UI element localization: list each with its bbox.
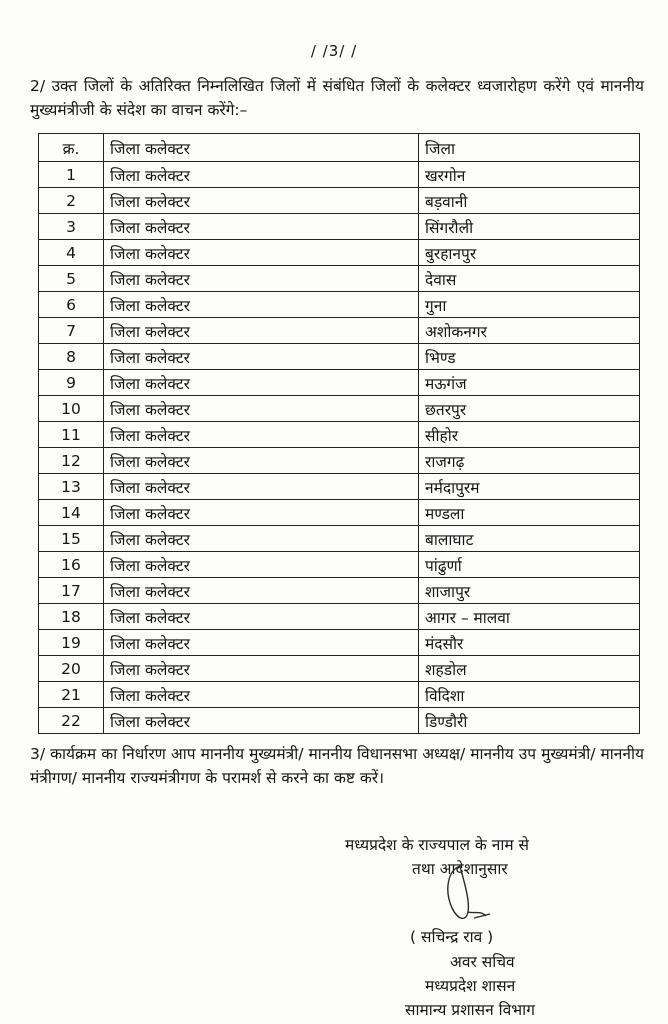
table-row xyxy=(39,240,640,266)
row-district: राजगढ़ xyxy=(419,448,640,474)
row-serial: 18 xyxy=(39,604,104,630)
table-row xyxy=(39,162,640,188)
row-collector: जिला कलेक्टर xyxy=(104,526,419,552)
signature-line-1: मध्यप्रदेश के राज्यपाल के नाम से xyxy=(345,836,530,854)
row-district: सिंगरौली xyxy=(419,214,640,240)
table-row xyxy=(39,266,640,292)
row-collector: जिला कलेक्टर xyxy=(104,656,419,682)
row-collector: जिला कलेक्टर xyxy=(104,266,419,292)
row-serial: 4 xyxy=(39,240,104,266)
row-collector: जिला कलेक्टर xyxy=(104,448,419,474)
header-serial: क्र. xyxy=(39,134,104,162)
table-row xyxy=(39,630,640,656)
table-row xyxy=(39,396,640,422)
row-collector: जिला कलेक्टर xyxy=(104,422,419,448)
row-district: बड़वानी xyxy=(419,188,640,214)
handwritten-signature xyxy=(430,860,500,930)
row-collector: जिला कलेक्टर xyxy=(104,500,419,526)
paragraph-2: 2/ उक्त जिलों के अतिरिक्त निम्नलिखित जिलों में संबंधित जिलों के कलेक्टर ध्वजारोहण करेंगे एवं माननीय मुख्यमंत्रीजी के संदेश का वाचन करेंगे:– xyxy=(30,77,644,119)
row-serial: 17 xyxy=(39,578,104,604)
row-collector: जिला कलेक्टर xyxy=(104,578,419,604)
row-collector: जिला कलेक्टर xyxy=(104,188,419,214)
table-row xyxy=(39,318,640,344)
row-serial: 22 xyxy=(39,708,104,734)
table-header-row xyxy=(39,134,640,162)
row-collector: जिला कलेक्टर xyxy=(104,552,419,578)
table-row xyxy=(39,526,640,552)
row-collector: जिला कलेक्टर xyxy=(104,370,419,396)
table-row xyxy=(39,578,640,604)
row-district: मण्डला xyxy=(419,500,640,526)
row-district: सीहोर xyxy=(419,422,640,448)
signature-line-2: तथा आदेशानुसार xyxy=(412,860,508,878)
row-serial: 16 xyxy=(39,552,104,578)
row-district: पांढुर्णा xyxy=(419,552,640,578)
table-row xyxy=(39,500,640,526)
page-number: / /3/ / xyxy=(310,42,358,60)
table-row xyxy=(39,474,640,500)
row-serial: 15 xyxy=(39,526,104,552)
row-collector: जिला कलेक्टर xyxy=(104,344,419,370)
row-serial: 10 xyxy=(39,396,104,422)
signatory-government: मध्यप्रदेश शासन xyxy=(425,977,516,995)
row-district: खरगोन xyxy=(419,162,640,188)
row-serial: 6 xyxy=(39,292,104,318)
table-row xyxy=(39,604,640,630)
row-district: नर्मदापुरम xyxy=(419,474,640,500)
row-collector: जिला कलेक्टर xyxy=(104,318,419,344)
table-row xyxy=(39,292,640,318)
table-row xyxy=(39,214,640,240)
row-district: अशोकनगर xyxy=(419,318,640,344)
row-serial: 20 xyxy=(39,656,104,682)
row-collector: जिला कलेक्टर xyxy=(104,162,419,188)
district-collector-table xyxy=(38,133,640,734)
row-collector: जिला कलेक्टर xyxy=(104,396,419,422)
row-collector: जिला कलेक्टर xyxy=(104,682,419,708)
row-collector: जिला कलेक्टर xyxy=(104,214,419,240)
table-row xyxy=(39,370,640,396)
row-serial: 9 xyxy=(39,370,104,396)
table-row xyxy=(39,708,640,734)
row-district: देवास xyxy=(419,266,640,292)
row-collector: जिला कलेक्टर xyxy=(104,292,419,318)
row-serial: 14 xyxy=(39,500,104,526)
table-row xyxy=(39,448,640,474)
row-district: मऊगंज xyxy=(419,370,640,396)
row-collector: जिला कलेक्टर xyxy=(104,630,419,656)
row-district: भिण्ड xyxy=(419,344,640,370)
row-district: डिण्डौरी xyxy=(419,708,640,734)
row-district: आगर – मालवा xyxy=(419,604,640,630)
row-district: छतरपुर xyxy=(419,396,640,422)
row-serial: 2 xyxy=(39,188,104,214)
table-row xyxy=(39,422,640,448)
row-district: गुना xyxy=(419,292,640,318)
row-district: शहडोल xyxy=(419,656,640,682)
row-district: शाजापुर xyxy=(419,578,640,604)
row-collector: जिला कलेक्टर xyxy=(104,604,419,630)
row-district: मंदसौर xyxy=(419,630,640,656)
row-serial: 12 xyxy=(39,448,104,474)
signatory-department: सामान्य प्रशासन विभाग xyxy=(405,1001,535,1019)
table-row xyxy=(39,188,640,214)
signatory-name: ( सचिन्द्र राव ) xyxy=(410,928,494,946)
table-body xyxy=(39,162,640,734)
row-serial: 1 xyxy=(39,162,104,188)
row-collector: जिला कलेक्टर xyxy=(104,474,419,500)
table-row xyxy=(39,682,640,708)
row-collector: जिला कलेक्टर xyxy=(104,708,419,734)
row-serial: 21 xyxy=(39,682,104,708)
header-district: जिला xyxy=(419,134,640,162)
row-serial: 3 xyxy=(39,214,104,240)
header-collector: जिला कलेक्टर xyxy=(104,134,419,162)
table-row xyxy=(39,552,640,578)
row-collector: जिला कलेक्टर xyxy=(104,240,419,266)
table-row xyxy=(39,656,640,682)
signatory-post: अवर सचिव xyxy=(450,953,515,971)
row-district: बालाघाट xyxy=(419,526,640,552)
row-serial: 5 xyxy=(39,266,104,292)
row-district: विदिशा xyxy=(419,682,640,708)
table-row xyxy=(39,344,640,370)
row-serial: 7 xyxy=(39,318,104,344)
row-district: बुरहानपुर xyxy=(419,240,640,266)
paragraph-3: 3/ कार्यक्रम का निर्धारण आप माननीय मुख्यमंत्री/ माननीय विधानसभा अध्यक्ष/ माननीय उप मुख्यमंत्री/ माननीय मंत्रीगण/ माननीय राज्यमंत्रीगण के परामर्श से करने का कष्ट करें। xyxy=(30,745,644,787)
row-serial: 19 xyxy=(39,630,104,656)
row-serial: 13 xyxy=(39,474,104,500)
row-serial: 11 xyxy=(39,422,104,448)
row-serial: 8 xyxy=(39,344,104,370)
